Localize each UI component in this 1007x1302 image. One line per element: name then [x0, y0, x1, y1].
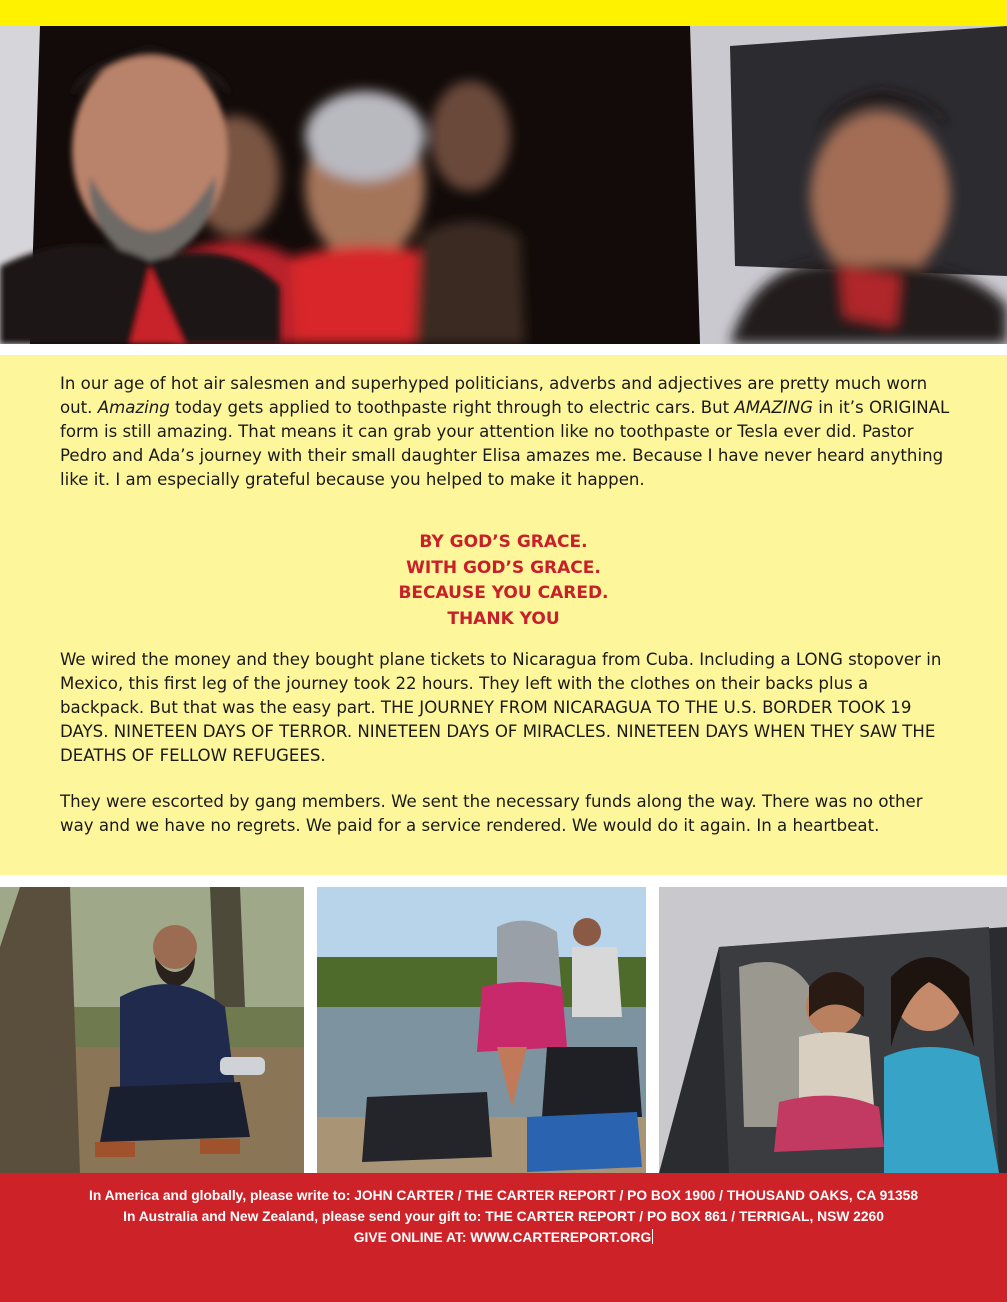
grace-line: THANK YOU	[447, 608, 560, 629]
photo-mother-daughter-illustration	[659, 887, 1007, 1173]
footer-give-online	[0, 1227, 1007, 1248]
intro-text-part2: today gets applied to toothpaste right through to electric cars. But	[169, 398, 735, 417]
intro-text-part1: In our age of hot air salesmen and superhyped politicians, adverbs and adjectives are pretty much worn out.	[60, 374, 928, 417]
photo-man-crouching-illustration	[0, 887, 304, 1173]
photo-river-crossing-illustration	[317, 887, 646, 1173]
hero-photo-group-in-vehicle	[0, 26, 1007, 344]
photo-mother-daughter-in-car	[659, 887, 1007, 1173]
grace-callout	[0, 530, 1007, 632]
intro-paragraph	[60, 372, 950, 492]
top-yellow-band	[0, 0, 1007, 26]
journey-paragraph: We wired the money and they bought plane tickets to Nicaragua from Cuba. Including a LONG stopover in Mexico, this first leg of the journey took 22 hours. They left with the clothes on their backs plus a backpack. But that was the easy part. THE JOURNEY FROM NICARAGUA TO THE U.S. BORDER TOOK 19 DAYS. NINETEEN DAYS OF TERROR. NINETEEN DAYS OF MIRACLES. NINETEEN DAYS WHEN THEY SAW THE DEATHS OF FELLOW REFUGEES.	[60, 650, 942, 765]
intro-emphasis-amazing: Amazing	[97, 398, 170, 417]
intro-text-part3: in it’s ORIGINAL form is still amazing. That means it can grab your attention like no toothpaste or Tesla ever did. Pastor Pedro and Ada’s journey with their small daughter Elisa amazes me. Because I have never heard anything like it. I am especially grateful because you helped to make it happen.	[60, 398, 950, 489]
grace-line: BY GOD’S GRACE.	[419, 532, 588, 552]
escort-paragraph: They were escorted by gang members. We sent the necessary funds along the way. There was no other way and we have no regrets. We paid for a service rendered. We would do it again. In a heartbeat.	[60, 792, 923, 835]
hero-photo-illustration	[0, 26, 1007, 344]
intro-emphasis-amazing-caps: AMAZING	[734, 398, 813, 417]
grace-line: BECAUSE YOU CARED.	[398, 583, 609, 603]
donation-footer	[0, 1173, 1007, 1302]
photo-man-crouching-by-tree	[0, 887, 304, 1173]
text-cursor	[652, 1229, 653, 1244]
grace-line: WITH GOD’S GRACE.	[406, 557, 601, 578]
footer-address-australia: In Australia and New Zealand, please send your gift to: THE CARTER REPORT / PO BOX 861 / TERRIGAL, NSW 2260	[123, 1209, 884, 1224]
footer-give-online-text: GIVE ONLINE AT: WWW.CARTEREPORT.ORG	[353, 1230, 652, 1245]
footer-address-america: In America and globally, please write to: JOHN CARTER / THE CARTER REPORT / PO BOX 1900 / THOUSAND OAKS, CA 91358	[88, 1188, 918, 1203]
photo-river-crossing	[317, 887, 646, 1173]
